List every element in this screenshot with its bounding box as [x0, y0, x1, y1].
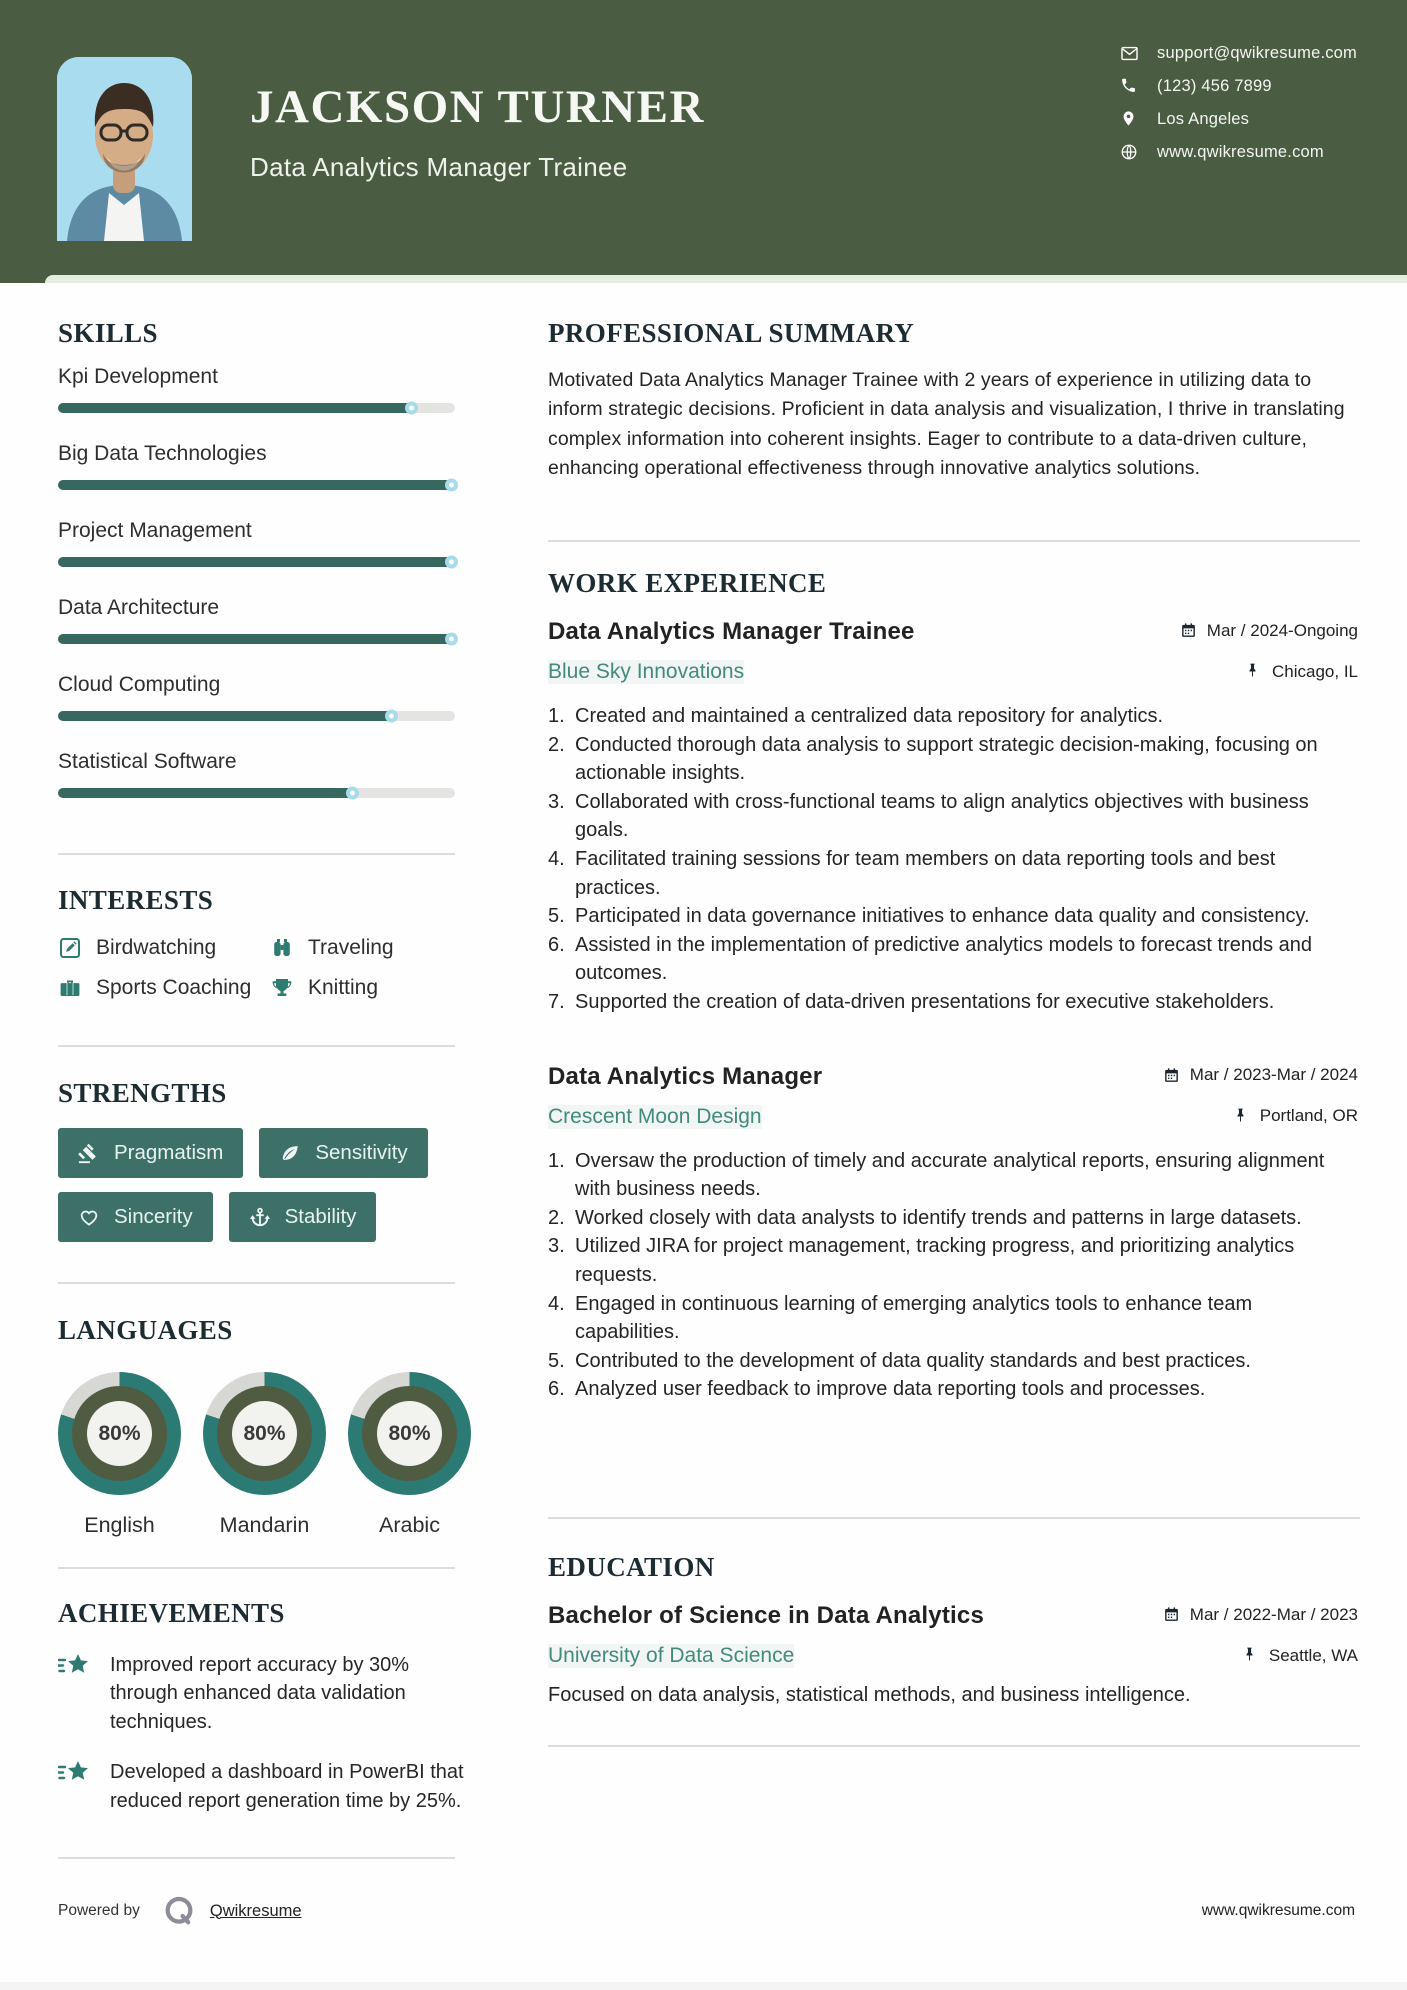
- leaf-icon: [279, 1142, 301, 1164]
- language-percent: 80%: [377, 1401, 442, 1466]
- summary-heading: PROFESSIONAL SUMMARY: [548, 318, 915, 348]
- footer: [58, 1893, 1355, 1929]
- mail-icon: [1120, 44, 1139, 63]
- strength-badge: [259, 1128, 427, 1178]
- strengths-section: [58, 1078, 478, 1242]
- summary-text: Motivated Data Analytics Manager Trainee with 2 years of experience in utilizing data to inform strategic decisions. Proficient in data analysis and visualization, I thrive in translating complex information into coherent insights. Eager to contribute to a data-driven culture, enhancing operational effectiveness through innovative analytics solutions.: [548, 369, 1345, 479]
- skills-heading: SKILLS: [58, 318, 158, 348]
- anchor-icon: [249, 1206, 271, 1228]
- job-dates: [1180, 621, 1358, 641]
- language-item: [203, 1372, 326, 1538]
- contact-website-text[interactable]: www.qwikresume.com: [1157, 143, 1324, 161]
- profile-photo: [57, 57, 192, 241]
- job-bullet-list: [548, 702, 1358, 1017]
- contact-location-text: Los Angeles: [1157, 110, 1250, 128]
- job-location: [1245, 662, 1358, 682]
- strength-badge: [58, 1192, 213, 1242]
- location-icon: [1120, 110, 1139, 129]
- person-job-title: Data Analytics Manager Trainee: [250, 152, 628, 182]
- skill-slider: [58, 788, 455, 798]
- strength-label: Pragmatism: [114, 1141, 224, 1164]
- slider-knob-icon: [445, 556, 458, 569]
- achievement-item: [58, 1651, 470, 1736]
- phone-icon: [1120, 77, 1139, 96]
- skill-row: [58, 442, 455, 490]
- job-title: Data Analytics Manager Trainee: [548, 618, 915, 645]
- slider-knob-icon: [445, 633, 458, 646]
- pushpin-icon: [1233, 1108, 1250, 1125]
- language-label: English: [84, 1513, 155, 1537]
- job-location-text: Portland, OR: [1259, 1106, 1358, 1126]
- skill-label: Big Data Technologies: [58, 442, 267, 465]
- language-percent: 80%: [232, 1401, 297, 1466]
- languages-section: [58, 1315, 498, 1538]
- person-name: JACKSON TURNER: [250, 81, 705, 133]
- education-heading: EDUCATION: [548, 1552, 715, 1582]
- language-label: Arabic: [379, 1513, 440, 1537]
- skill-slider: [58, 557, 455, 567]
- powered-by-label: Powered by: [58, 1902, 140, 1919]
- contact-email: [1120, 44, 1357, 63]
- divider: [548, 1517, 1360, 1519]
- job-bullet-list: [548, 1147, 1358, 1404]
- skills-section: [58, 318, 455, 827]
- qwikresume-logo-icon: [162, 1894, 196, 1928]
- skill-slider: [58, 480, 455, 490]
- strength-label: Sensitivity: [315, 1141, 408, 1164]
- strength-badge: [229, 1192, 377, 1242]
- job-dates-text: Mar / 2024-Ongoing: [1206, 620, 1358, 640]
- divider: [548, 540, 1360, 542]
- bottom-bar: [0, 1982, 1407, 1990]
- job-dates: [1163, 1065, 1358, 1085]
- skill-label: Cloud Computing: [58, 673, 221, 696]
- work-heading: WORK EXPERIENCE: [548, 568, 827, 598]
- interest-item: [58, 936, 270, 960]
- footer-website: www.qwikresume.com: [1201, 1902, 1355, 1919]
- education-location: [1242, 1646, 1358, 1666]
- skill-row: [58, 519, 455, 567]
- achievements-section: [58, 1598, 470, 1837]
- achievement-item: [58, 1758, 470, 1815]
- language-donut-chart: [203, 1372, 326, 1495]
- trophy-icon: [270, 976, 294, 1000]
- identity-block: [250, 80, 705, 183]
- skill-label: Data Architecture: [58, 596, 220, 619]
- job-entry: [548, 618, 1358, 1017]
- briefcase-icon: [58, 976, 82, 1000]
- divider: [58, 1567, 455, 1569]
- languages-heading: LANGUAGES: [58, 1315, 233, 1345]
- achievements-heading: ACHIEVEMENTS: [58, 1598, 285, 1628]
- education-dates-text: Mar / 2022-Mar / 2023: [1189, 1604, 1358, 1624]
- language-donut-chart: [58, 1372, 181, 1495]
- company-link[interactable]: Blue Sky Innovations: [548, 660, 745, 683]
- job-bullet: Engaged in continuous learning of emerging analytics tools to enhance team capabilities.: [575, 1292, 1253, 1344]
- skill-row: [58, 673, 455, 721]
- pushpin-icon: [1245, 663, 1262, 680]
- interest-label: Sports Coaching: [96, 976, 252, 999]
- strengths-heading: STRENGTHS: [58, 1078, 227, 1108]
- strength-label: Stability: [284, 1205, 357, 1228]
- job-bullet: Created and maintained a centralized data repository for analytics.: [575, 705, 1164, 727]
- school-link[interactable]: University of Data Science: [548, 1644, 795, 1667]
- qwikresume-link[interactable]: Qwikresume: [209, 1901, 302, 1920]
- language-item: [58, 1372, 181, 1538]
- header: [0, 0, 1407, 275]
- language-label: Mandarin: [219, 1513, 310, 1537]
- contact-phone-text[interactable]: (123) 456 7899: [1157, 77, 1272, 95]
- interest-item: [270, 976, 455, 1000]
- job-bullet: Utilized JIRA for project management, tracking progress, and prioritizing analytics requests.: [575, 1235, 1295, 1286]
- interest-item: [270, 936, 455, 960]
- contact-location: [1120, 110, 1357, 129]
- calendar-icon: [1163, 1067, 1180, 1084]
- interest-item: [58, 976, 270, 1000]
- education-location-text: Seattle, WA: [1268, 1645, 1358, 1665]
- job-bullet: Collaborated with cross-functional teams to align analytics objectives with business goals.: [575, 790, 1309, 842]
- skill-slider: [58, 711, 455, 721]
- slider-knob-icon: [405, 402, 418, 415]
- slider-knob-icon: [445, 479, 458, 492]
- divider: [58, 1045, 455, 1047]
- work-experience-section: [548, 568, 1358, 1404]
- job-entry: [548, 1063, 1358, 1404]
- interests-section: [58, 885, 455, 1000]
- slider-knob-icon: [346, 787, 359, 800]
- skill-slider: [58, 403, 455, 413]
- skill-slider: [58, 634, 455, 644]
- divider: [58, 1282, 455, 1284]
- job-dates-text: Mar / 2023-Mar / 2024: [1189, 1065, 1358, 1085]
- contact-list: [1120, 44, 1357, 176]
- star-icon: [58, 1760, 92, 1790]
- skill-row: [58, 750, 455, 798]
- slider-knob-icon: [385, 710, 398, 723]
- company-link[interactable]: Crescent Moon Design: [548, 1104, 762, 1128]
- contact-phone: [1120, 77, 1357, 96]
- education-section: [548, 1552, 1358, 1707]
- skill-label: Kpi Development: [58, 365, 218, 388]
- education-description: Focused on data analysis, statistical methods, and business intelligence.: [548, 1684, 1191, 1706]
- job-title: Data Analytics Manager: [548, 1062, 823, 1090]
- interest-label: Knitting: [308, 976, 379, 999]
- star-icon: [58, 1653, 92, 1683]
- interests-heading: INTERESTS: [58, 885, 214, 915]
- contact-email-text[interactable]: support@qwikresume.com: [1157, 44, 1357, 62]
- job-location: [1233, 1106, 1358, 1126]
- language-donut-chart: [348, 1372, 471, 1495]
- gavel-icon: [78, 1142, 100, 1164]
- calendar-icon: [1180, 622, 1197, 639]
- language-percent: 80%: [87, 1401, 152, 1466]
- interest-label: Birdwatching: [96, 936, 217, 959]
- skill-row: [58, 365, 455, 413]
- contact-website: [1120, 143, 1357, 162]
- job-bullet: Worked closely with data analysts to identify trends and patterns in large datasets.: [575, 1206, 1302, 1229]
- globe-icon: [1120, 143, 1139, 162]
- binoculars-icon: [270, 936, 294, 960]
- achievement-text: Improved report accuracy by 30% through enhanced data validation techniques.: [110, 1654, 410, 1733]
- pen-square-icon: [58, 936, 82, 960]
- header-bottom-strip: [0, 275, 1407, 283]
- skill-row: [58, 596, 455, 644]
- divider: [58, 853, 455, 855]
- pushpin-icon: [1242, 1647, 1259, 1664]
- divider: [58, 1857, 455, 1859]
- job-bullet: Assisted in the implementation of predictive analytics models to forecast trends and outcomes.: [575, 933, 1313, 985]
- job-bullet: Participated in data governance initiatives to enhance data quality and consistency.: [575, 905, 1310, 928]
- strength-badge: [58, 1128, 243, 1178]
- degree-title: Bachelor of Science in Data Analytics: [548, 1602, 984, 1629]
- heart-icon: [78, 1206, 100, 1228]
- divider: [548, 1745, 1360, 1747]
- job-bullet: Oversaw the production of timely and accurate analytical reports, ensuring alignment with business needs.: [575, 1149, 1325, 1201]
- strength-label: Sincerity: [114, 1205, 193, 1228]
- summary-section: [548, 318, 1358, 483]
- job-bullet: Conducted thorough data analysis to support strategic decision-making, focusing on actionable insights.: [575, 733, 1318, 785]
- interest-label: Traveling: [308, 936, 394, 959]
- job-bullet: Supported the creation of data-driven presentations for executive stakeholders.: [575, 990, 1275, 1013]
- education-dates: [1163, 1605, 1358, 1625]
- job-bullet: Contributed to the development of data quality standards and best practices.: [575, 1349, 1251, 1372]
- skill-label: Statistical Software: [58, 750, 237, 773]
- job-bullet: Analyzed user feedback to improve data reporting tools and processes.: [575, 1378, 1206, 1401]
- job-bullet: Facilitated training sessions for team members on data reporting tools and best practices.: [575, 847, 1276, 899]
- skill-label: Project Management: [58, 519, 252, 542]
- language-item: [348, 1372, 471, 1538]
- achievement-text: Developed a dashboard in PowerBI that reduced report generation time by 25%.: [110, 1761, 464, 1812]
- avatar-illustration: [57, 57, 192, 241]
- job-location-text: Chicago, IL: [1272, 661, 1358, 681]
- calendar-icon: [1163, 1606, 1180, 1623]
